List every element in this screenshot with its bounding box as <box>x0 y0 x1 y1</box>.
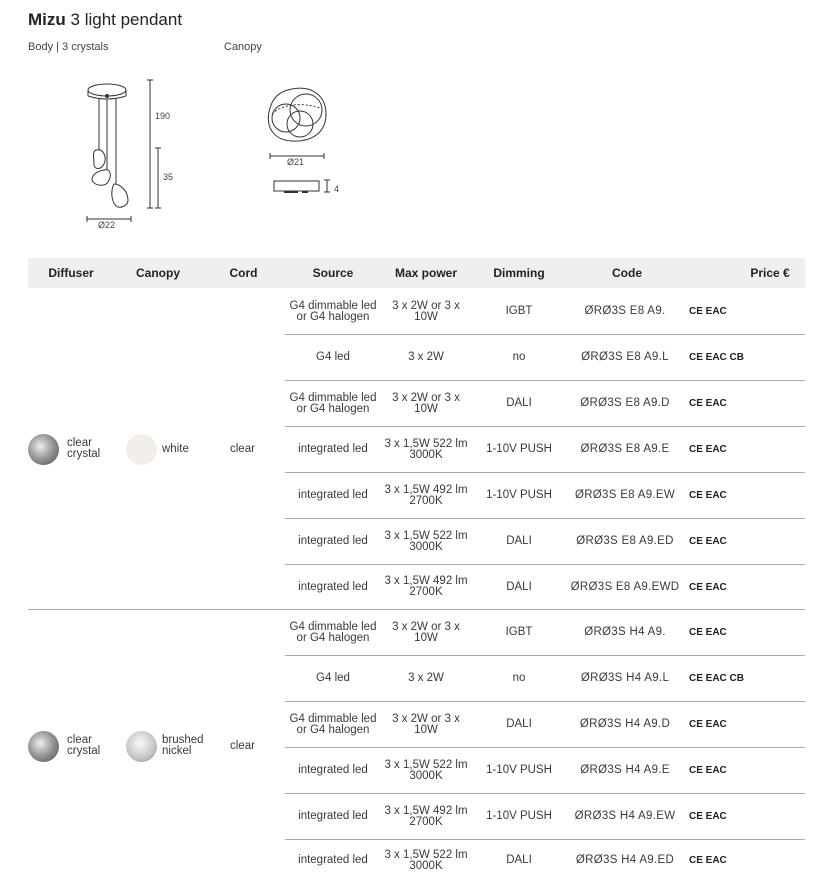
dim-body-diameter: Ø22 <box>98 220 116 230</box>
source-cell: integrated led <box>298 854 368 866</box>
power-cell: 3 x 2W or 3 x 10W <box>392 620 460 644</box>
dimming-cell: DALI <box>506 397 532 409</box>
code-cell: ØRØ3S H4 A9. <box>584 626 666 638</box>
col-dimming: Dimming <box>493 266 545 280</box>
table-row <box>285 565 805 610</box>
certification-marks: CE EAC <box>689 765 727 776</box>
col-diffuser: Diffuser <box>48 266 94 280</box>
diffuser-label: clear crystal <box>67 437 101 460</box>
code-cell: ØRØ3S H4 A9.D <box>579 718 671 730</box>
certification-marks: CE EAC <box>689 811 727 822</box>
certification-marks: CE EAC CB <box>689 352 745 363</box>
table-row <box>285 519 805 565</box>
power-cell: 3 x 1,5W 522 lm 3000K <box>384 848 468 872</box>
table-row <box>285 289 805 335</box>
source-cell: integrated led <box>298 810 368 822</box>
dimming-cell: IGBT <box>505 626 533 638</box>
product-name: Mizu <box>28 10 66 29</box>
source-cell: integrated led <box>298 764 368 776</box>
certification-marks: CE EAC <box>689 398 727 409</box>
cord-label: clear <box>230 443 255 455</box>
source-cell: G4 dimmable led or G4 halogen <box>289 299 377 323</box>
canopy-drawing <box>262 84 348 200</box>
certification-marks: CE EAC <box>689 855 727 866</box>
code-cell: ØRØ3S E8 A9. <box>584 305 666 317</box>
certification-marks: CE EAC <box>689 581 727 593</box>
power-cell: 3 x 1,5W 522 lm 3000K <box>384 437 468 461</box>
certification-marks: CE EAC <box>689 719 727 730</box>
col-price: Price € <box>750 266 790 280</box>
power-cell: 3 x 2W or 3 x 10W <box>392 391 460 415</box>
col-code: Code <box>612 266 642 280</box>
dimming-cell: no <box>512 351 526 363</box>
dimming-cell: 1-10V PUSH <box>486 489 552 501</box>
crystal-swatch <box>28 731 59 762</box>
source-cell: G4 led <box>316 351 350 363</box>
code-cell: ØRØ3S E8 A9.EW <box>574 489 676 501</box>
canopy-drawing-label: Canopy <box>224 41 262 53</box>
source-cell: G4 dimmable led or G4 halogen <box>289 391 377 415</box>
power-cell: 3 x 2W or 3 x 10W <box>392 712 460 736</box>
dimming-cell: DALI <box>506 718 532 730</box>
table-row <box>285 702 805 748</box>
power-cell: 3 x 2W <box>408 672 444 684</box>
pendant-body-drawing <box>70 72 180 242</box>
power-cell: 3 x 1,5W 492 lm 2700K <box>384 483 468 507</box>
table-row <box>285 473 805 519</box>
certification-marks: CE EAC CB <box>689 673 745 684</box>
dim-canopy-height: 4 <box>334 184 340 194</box>
dimming-cell: IGBT <box>505 305 533 317</box>
source-cell: integrated led <box>298 535 368 547</box>
table-row <box>285 427 805 473</box>
certification-marks: CE EAC <box>689 627 727 638</box>
product-subtitle: 3 light pendant <box>70 10 183 29</box>
col-max-power: Max power <box>394 266 457 280</box>
dimming-cell: 1-10V PUSH <box>486 810 552 822</box>
table-row <box>285 381 805 427</box>
power-cell: 3 x 1,5W 492 lm 2700K <box>384 575 468 598</box>
power-cell: 3 x 2W or 3 x 10W <box>392 299 460 323</box>
table-row <box>285 748 805 794</box>
dimming-cell: no <box>512 672 526 684</box>
code-cell: ØRØ3S H4 A9.ED <box>575 854 675 866</box>
canopy-swatch-white <box>126 434 157 465</box>
code-cell: ØRØ3S H4 A9.E <box>580 764 670 776</box>
diffuser-label: clear crystal <box>67 734 101 757</box>
table-row <box>285 335 805 381</box>
col-cord: Cord <box>229 266 258 280</box>
table-row <box>285 656 805 702</box>
power-cell: 3 x 1,5W 522 lm 3000K <box>384 529 468 553</box>
page-title <box>28 10 182 30</box>
code-cell: ØRØ3S E8 A9.EWD <box>570 580 680 593</box>
group-divider <box>28 609 285 610</box>
dimming-cell: DALI <box>506 854 532 866</box>
dim-height-total: 190 <box>155 111 171 121</box>
crystal-swatch <box>28 434 59 465</box>
dimming-cell: 1-10V PUSH <box>486 764 552 776</box>
code-cell: ØRØ3S H4 A9.L <box>580 672 670 684</box>
source-cell: G4 led <box>316 672 350 684</box>
code-cell: ØRØ3S E8 A9.E <box>580 443 670 455</box>
table-row <box>285 610 805 656</box>
power-cell: 3 x 2W <box>408 351 444 363</box>
dimming-cell: DALI <box>506 535 532 547</box>
certification-marks: CE EAC <box>689 536 727 547</box>
source-cell: G4 dimmable led or G4 halogen <box>289 620 377 644</box>
code-cell: ØRØ3S H4 A9.EW <box>574 810 676 822</box>
col-canopy: Canopy <box>135 266 180 280</box>
code-cell: ØRØ3S E8 A9.L <box>581 351 669 363</box>
certification-marks: CE EAC <box>689 444 727 455</box>
certification-marks: CE EAC <box>689 306 727 317</box>
body-drawing-label: Body | 3 crystals <box>28 41 109 53</box>
code-cell: ØRØ3S E8 A9.ED <box>576 535 674 547</box>
code-cell: ØRØ3S E8 A9.D <box>580 397 670 409</box>
source-cell: G4 dimmable led or G4 halogen <box>289 712 377 736</box>
canopy-label: brushed nickel <box>162 734 204 757</box>
source-cell: integrated led <box>298 443 368 455</box>
dimming-cell: DALI <box>506 580 532 593</box>
canopy-label: white <box>162 443 189 455</box>
dim-height-crystal: 35 <box>163 172 174 182</box>
power-cell: 3 x 1,5W 492 lm 2700K <box>384 804 468 828</box>
certification-marks: CE EAC <box>689 490 727 501</box>
table-row <box>285 794 805 840</box>
source-cell: integrated led <box>298 580 368 593</box>
cord-label: clear <box>230 740 255 752</box>
table-header <box>28 258 805 288</box>
power-cell: 3 x 1,5W 522 lm 3000K <box>384 758 468 782</box>
dimming-cell: 1-10V PUSH <box>486 443 552 455</box>
table-row <box>285 840 805 881</box>
col-source: Source <box>312 266 354 280</box>
dim-canopy-diameter: Ø21 <box>287 157 305 167</box>
canopy-swatch-brushed-nickel <box>126 731 157 762</box>
source-cell: integrated led <box>298 489 368 501</box>
